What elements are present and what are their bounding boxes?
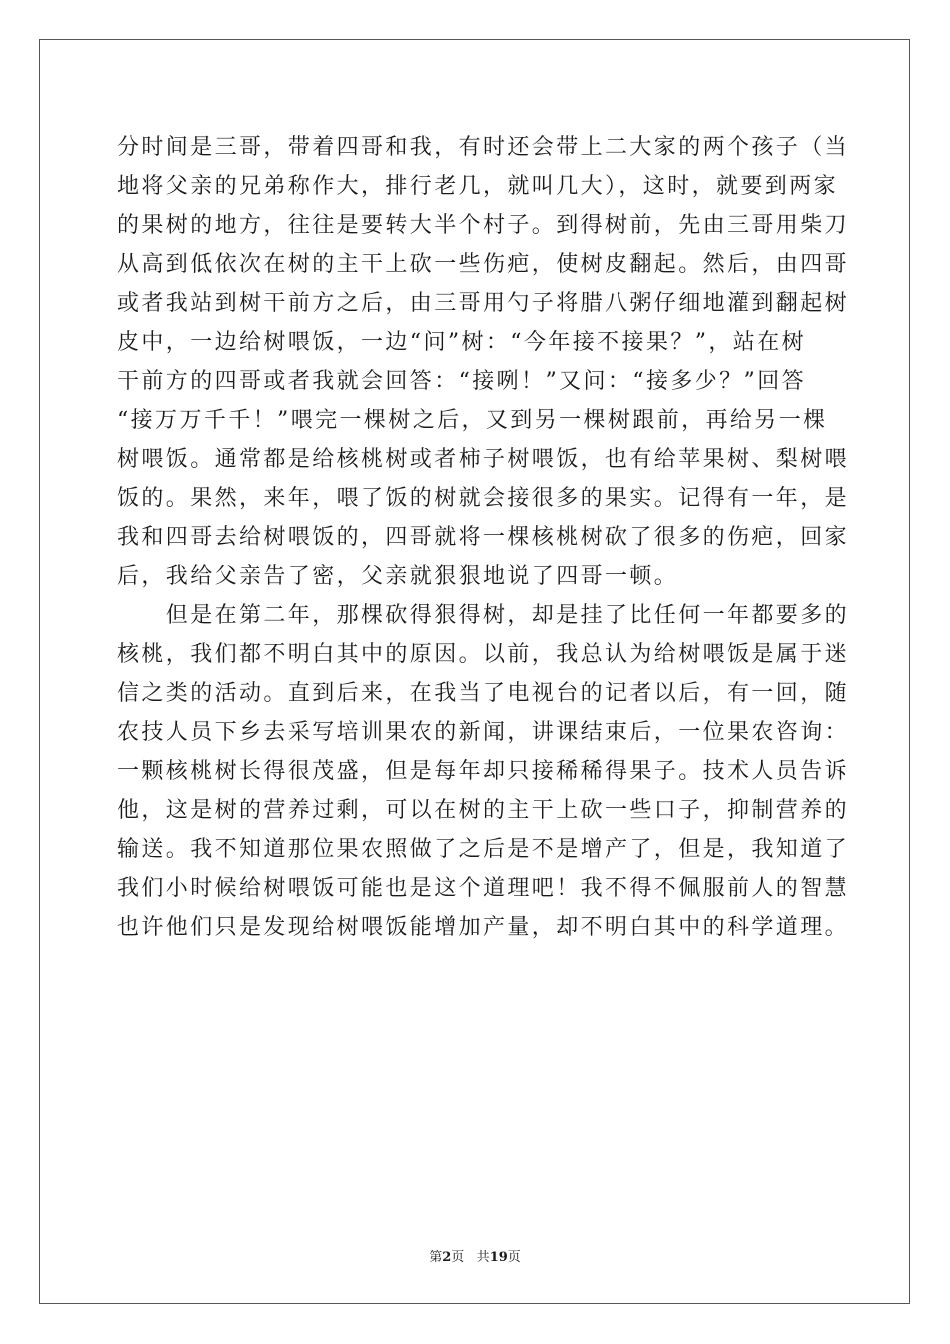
page-number: 2 — [442, 1250, 452, 1265]
text-line: 干前方的四哥或者我就会回答：“接咧！”又问：“接多少？”回答 — [117, 369, 806, 394]
total-suffix: 页 — [507, 1250, 521, 1265]
text-line: 地将父亲的兄弟称作大，排行老几，就叫几大），这时，就要到两家 — [117, 174, 839, 199]
text-line: 他，这是树的营养过剩，可以在树的主干上砍一些口子，抑制营养的 — [117, 798, 850, 823]
text-line: 信之类的活动。直到后来，在我当了电视台的记者以后，有一回，随 — [117, 681, 850, 706]
total-pages: 19 — [489, 1250, 508, 1265]
text-line: 的果树的地方，往往是要转大半个村子。到得树前，先由三哥用柴刀 — [117, 213, 850, 238]
text-line: 我和四哥去给树喂饭的，四哥就将一棵核桃树砍了很多的伤疤，回家 — [117, 525, 850, 550]
text-line: 后，我给父亲告了密，父亲就狠狠地说了四哥一顿。 — [117, 564, 679, 589]
page-prefix: 第 — [429, 1250, 443, 1265]
text-line: 分时间是三哥，带着四哥和我，有时还会带上二大家的两个孩子（当 — [117, 135, 850, 160]
text-line: 我们小时候给树喂饭可能也是这个道理吧！我不得不佩服前人的智慧 — [117, 876, 850, 901]
total-prefix: 共 — [476, 1250, 490, 1265]
text-line: 也许他们只是发现给树喂饭能增加产量，却不明白其中的科学道理。 — [117, 915, 850, 940]
text-line: 从高到低依次在树的主干上砍一些伤疤，使树皮翻起。然后，由四哥 — [117, 252, 850, 277]
text-line: 核桃，我们都不明白其中的原因。以前，我总认为给树喂饭是属于迷 — [117, 642, 850, 667]
text-line: “接万万千千！”喂完一棵树之后，又到另一棵树跟前，再给另一棵 — [117, 408, 828, 433]
text-line: 饭的。果然，来年，喂了饭的树就会接很多的果实。记得有一年，是 — [117, 486, 850, 511]
text-line: 皮中，一边给树喂饭，一边“问”树：“今年接不接果？”，站在树 — [117, 330, 806, 355]
text-line: 农技人员下乡去采写培训果农的新闻，讲课结束后，一位果农咨询： — [117, 720, 850, 745]
text-line: 或者我站到树干前方之后，由三哥用勺子将腊八粥仔细地灌到翻起树 — [117, 291, 850, 316]
text-line: 输送。我不知道那位果农照做了之后是不是增产了，但是，我知道了 — [117, 837, 850, 862]
text-line: 但是在第二年，那棵砍得狠得树，却是挂了比任何一年都要多的 — [117, 603, 850, 628]
text-line: 树喂饭。通常都是给核桃树或者柿子树喂饭，也有给苹果树、梨树喂 — [117, 447, 850, 472]
page-suffix: 页 — [451, 1250, 465, 1265]
document-body — [117, 128, 850, 947]
text-line: 一颗核桃树长得很茂盛，但是每年却只接稀稀得果子。技术人员告诉 — [117, 759, 850, 784]
page-footer — [0, 1246, 950, 1265]
